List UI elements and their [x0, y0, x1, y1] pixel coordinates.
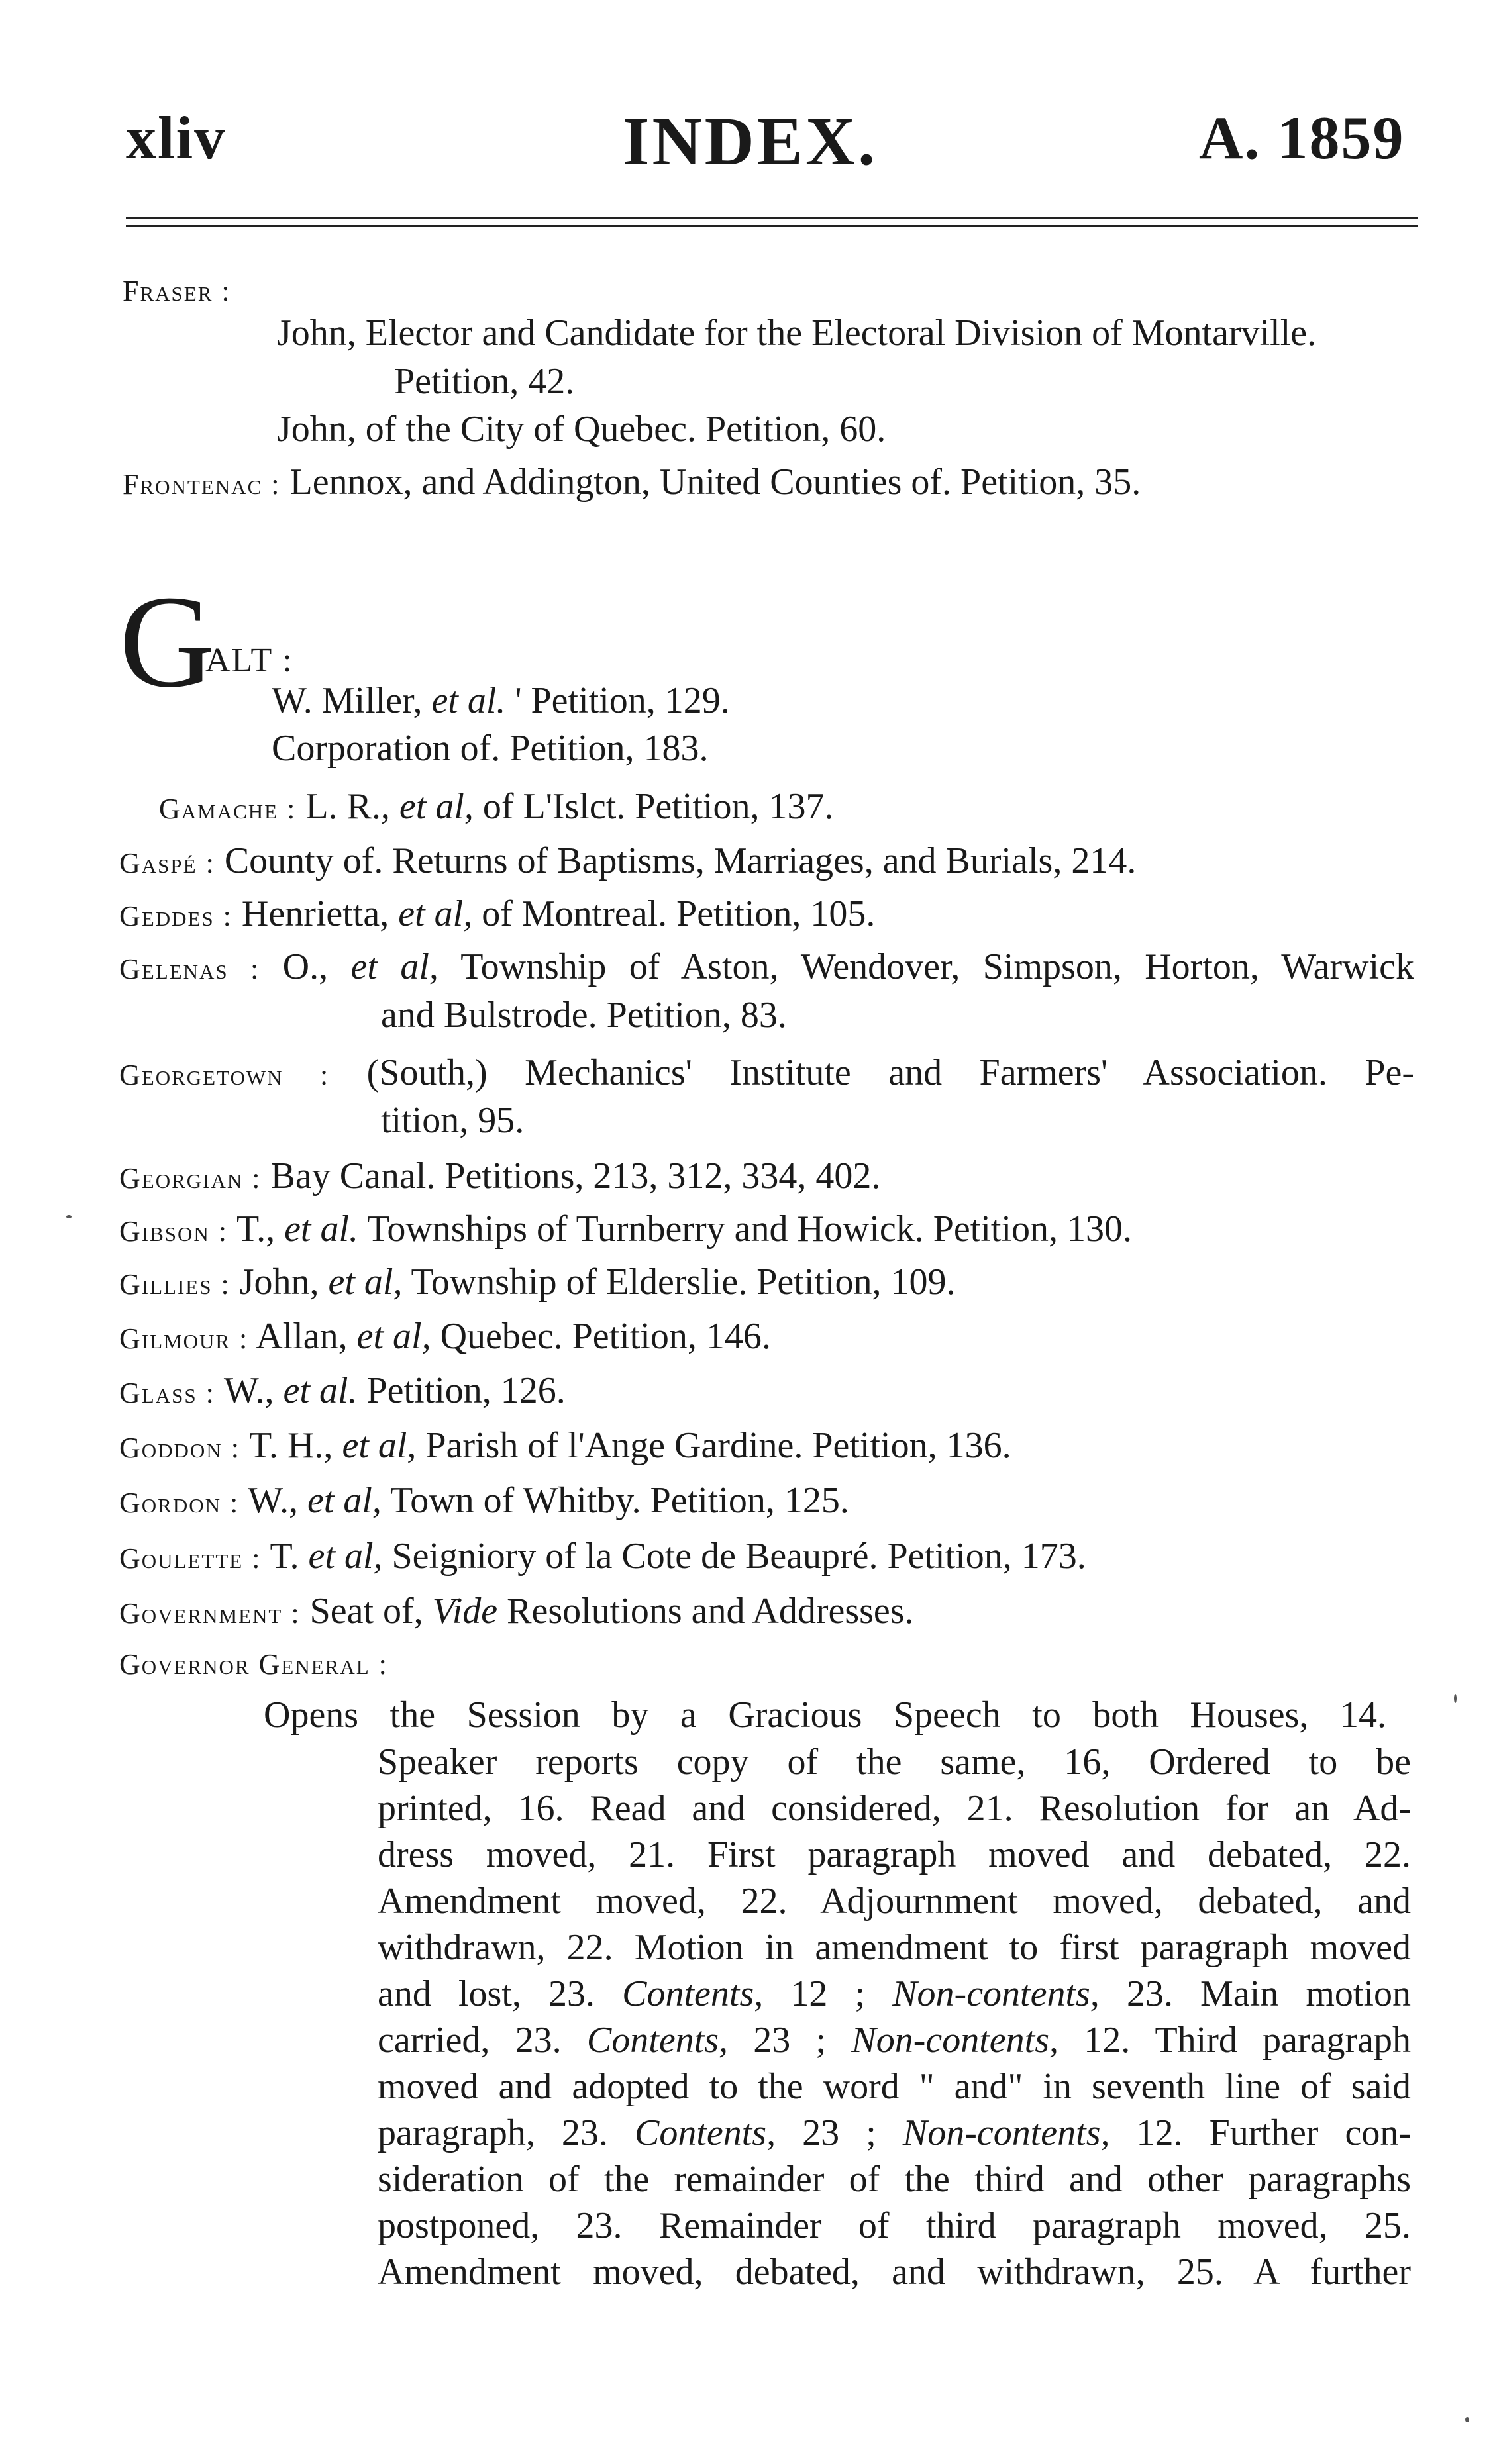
- gamache-name: L. R.,: [305, 786, 390, 827]
- government-vide: Vide: [432, 1591, 498, 1632]
- entry-gamache: [159, 788, 833, 825]
- header-rule-top: [126, 217, 1418, 219]
- goddon-rest: Parish of l'Ange Gardine. Petition, 136.: [425, 1425, 1011, 1466]
- entry-head-gillies: Gillies :: [119, 1268, 231, 1301]
- glass-etal: et al.: [283, 1370, 358, 1411]
- geddes-name: Henrietta,: [241, 893, 389, 934]
- gg-l7-c: 12 ;: [790, 1973, 866, 2014]
- entry-head-gibson: Gibson :: [119, 1215, 229, 1248]
- georgian-text: Bay Canal. Petitions, 213, 312, 334, 402.: [270, 1156, 881, 1197]
- gamache-rest: of L'Islct. Petition, 137.: [482, 786, 834, 827]
- entry-gordon: [119, 1482, 849, 1519]
- gillies-rest: Township of Elderslie. Petition, 109.: [411, 1261, 956, 1303]
- entry-head-gelenas: Gelenas :: [119, 953, 260, 985]
- gg-line-10: [378, 2114, 1411, 2151]
- galt-line-2: Corporation of. Petition, 183.: [272, 728, 709, 769]
- entry-gilmour: [119, 1318, 771, 1355]
- gg-l10-noncontents: Non-contents,: [902, 2112, 1110, 2153]
- entry-head-gaspe: Gaspé :: [119, 847, 215, 879]
- gillies-etal: et al,: [328, 1261, 403, 1303]
- gg-l7-noncontents: Non-contents,: [892, 1973, 1100, 2014]
- entry-head-goddon: Goddon :: [119, 1432, 240, 1464]
- gordon-name: W.,: [248, 1480, 298, 1521]
- entry-head-gilmour: Gilmour :: [119, 1322, 249, 1355]
- gg-line-7: [378, 1975, 1411, 2012]
- galt-l1-petition: ' Petition, 129.: [515, 680, 730, 721]
- gg-l10-e: 12. Further con-: [1136, 2112, 1412, 2153]
- galt-initial: G: [119, 569, 215, 715]
- entry-gelenas: [119, 948, 1414, 985]
- gg-line-4: dress moved, 21. First paragraph moved and debated, 22.: [378, 1834, 1411, 1875]
- galt-l1-etal: et al.: [431, 680, 506, 721]
- entry-head-governor-general: Governor General :: [119, 1648, 388, 1681]
- fraser-line-1: John, Elector and Candidate for the Electoral Division of Montarville.: [277, 313, 1317, 354]
- gg-l10-a: paragraph, 23.: [378, 2112, 608, 2153]
- gg-line-6: withdrawn, 22. Motion in amendment to first paragraph moved: [378, 1927, 1411, 1968]
- gg-l8-a: carried, 23.: [378, 2020, 562, 2061]
- entry-georgian: [119, 1158, 880, 1195]
- gg-line-11: sideration of the remainder of the third and other paragraphs: [378, 2159, 1411, 2200]
- gg-l10-c: 23 ;: [802, 2112, 876, 2153]
- gg-line-8: [378, 2022, 1411, 2059]
- gg-l8-contents: Contents,: [586, 2020, 729, 2061]
- gilmour-name: Allan,: [256, 1316, 348, 1357]
- entry-government: [119, 1593, 914, 1630]
- entry-head-gamache: Gamache :: [159, 793, 297, 825]
- gg-line-9: moved and adopted to the word " and" in seventh line of said: [378, 2066, 1411, 2107]
- entry-head-gordon: Gordon :: [119, 1487, 240, 1519]
- ink-speck: [1454, 1694, 1457, 1703]
- entry-gibson: [119, 1210, 1132, 1248]
- galt-l1-name: W. Miller,: [272, 680, 423, 721]
- gg-l7-e: 23. Main motion: [1126, 1973, 1412, 2014]
- entry-goddon: [119, 1427, 1011, 1464]
- goulette-rest: Seigniory of la Cote de Beaupré. Petition, 173.: [391, 1536, 1086, 1577]
- gg-line-1: Opens the Session by a Gracious Speech to both Houses, 14.: [264, 1695, 1386, 1736]
- gg-l8-noncontents: Non-contents,: [851, 2020, 1058, 2061]
- entry-gillies: [119, 1263, 956, 1301]
- fraser-line-2: Petition, 42.: [394, 361, 575, 402]
- gordon-rest: Town of Whitby. Petition, 125.: [389, 1480, 849, 1521]
- entry-georgetown: [119, 1054, 1414, 1091]
- gg-line-2: Speaker reports copy of the same, 16, Ordered to be: [378, 1742, 1411, 1783]
- ink-speck: [1465, 2417, 1469, 2422]
- gibson-etal: et al.: [284, 1208, 359, 1250]
- geddes-etal: et al,: [398, 893, 473, 934]
- gelenas-name: O.,: [282, 946, 329, 987]
- gibson-rest: Townships of Turnberry and Howick. Petition, 130.: [367, 1208, 1133, 1250]
- entry-head-fraser: Fraser :: [123, 275, 231, 307]
- georgetown-line-2: tition, 95.: [381, 1100, 525, 1141]
- entry-head-government: Government :: [119, 1597, 301, 1630]
- goulette-name: T.: [270, 1536, 299, 1577]
- gg-l10-contents: Contents,: [634, 2112, 776, 2153]
- frontenac-text: Lennox, and Addington, United Counties of. Petition, 35.: [289, 462, 1141, 503]
- entry-head-georgetown: Georgetown :: [119, 1059, 330, 1091]
- goddon-name: T. H.,: [248, 1425, 333, 1466]
- gg-line-5: Amendment moved, 22. Adjournment moved, debated, and: [378, 1881, 1411, 1922]
- galt-line-1: [272, 682, 730, 719]
- gg-l7-a: and lost, 23.: [378, 1973, 595, 2014]
- gilmour-rest: Quebec. Petition, 146.: [440, 1316, 771, 1357]
- gg-l7-contents: Contents,: [622, 1973, 764, 2014]
- government-seat: Seat of,: [309, 1591, 423, 1632]
- gelenas-line-2: and Bulstrode. Petition, 83.: [381, 995, 787, 1036]
- gg-line-12: postponed, 23. Remainder of third paragraph moved, 25.: [378, 2205, 1411, 2246]
- gamache-etal: et al,: [399, 786, 474, 827]
- gg-line-3: printed, 16. Read and considered, 21. Resolution for an Ad-: [378, 1788, 1411, 1829]
- galt-head-rest: ALT :: [205, 642, 293, 679]
- government-rest: Resolutions and Addresses.: [507, 1591, 914, 1632]
- header-rule-bottom: [126, 225, 1418, 227]
- entry-gaspe: [119, 842, 1136, 879]
- entry-head-geddes: Geddes :: [119, 900, 232, 932]
- georgetown-line-1: (South,) Mechanics' Institute and Farmers' Association. Pe-: [366, 1052, 1415, 1093]
- gordon-etal: et al,: [307, 1480, 382, 1521]
- gelenas-rest: Township of Aston, Wendover, Simpson, Horton, Warwick: [460, 946, 1415, 987]
- geddes-rest: of Montreal. Petition, 105.: [482, 893, 876, 934]
- entry-head-georgian: Georgian :: [119, 1162, 262, 1195]
- gaspe-text: County of. Returns of Baptisms, Marriages, and Burials, 214.: [224, 840, 1137, 881]
- page-number: xliv: [126, 104, 227, 172]
- gibson-name: T.,: [236, 1208, 276, 1250]
- glass-name: W.,: [223, 1370, 274, 1411]
- gillies-name: John,: [239, 1261, 319, 1303]
- goulette-etal: et al,: [308, 1536, 383, 1577]
- glass-rest: Petition, 126.: [366, 1370, 566, 1411]
- page-title: INDEX.: [623, 103, 878, 179]
- gg-l8-e: 12. Third paragraph: [1084, 2020, 1411, 2061]
- gilmour-etal: et al,: [356, 1316, 431, 1357]
- entry-geddes: [119, 895, 875, 932]
- gg-line-13: Amendment moved, debated, and withdrawn, 25. A further: [378, 2251, 1411, 2292]
- gg-l8-c: 23 ;: [753, 2020, 827, 2061]
- goddon-etal: et al,: [342, 1425, 417, 1466]
- entry-head-glass: Glass :: [119, 1377, 215, 1409]
- gelenas-etal: et al,: [350, 946, 438, 987]
- entry-glass: [119, 1372, 566, 1409]
- entry-head-goulette: Goulette :: [119, 1542, 262, 1575]
- fraser-line-3: John, of the City of Quebec. Petition, 60.: [277, 409, 886, 450]
- entry-head-frontenac: Frontenac :: [123, 468, 281, 501]
- entry-frontenac: [123, 464, 1141, 501]
- entry-goulette: [119, 1538, 1086, 1575]
- year-label: A. 1859: [1199, 104, 1405, 172]
- ink-speck: [66, 1215, 72, 1218]
